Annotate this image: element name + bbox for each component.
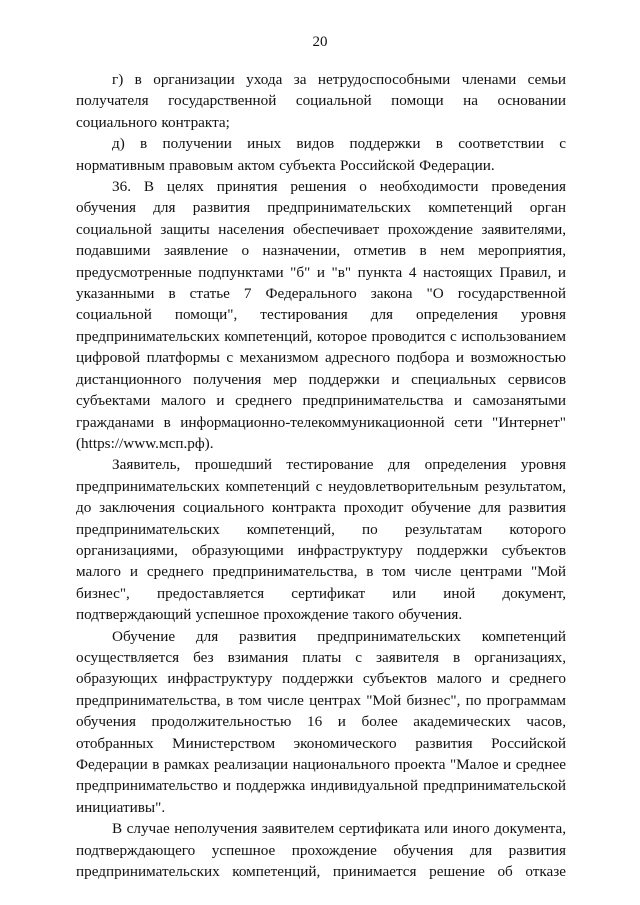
paragraph-training-terms: Обучение для развития предпринимательских компетенций осуществляется без взимания платы с заявителя в организациях, образующих инфраструктуру поддержки субъектов малого и среднего предпринимательства, в том числе центрах "Мой бизнес", по программам обучения продолжительностью 16 и более академических часов, отобранных Министерством экономического развития Российской Федерации в рамках реализации национального проекта "Малое и среднее предпринимательство и поддержка индивидуальной предпринимательской инициативы". (76, 627, 566, 816)
paragraph-testing-result: Заявитель, прошедший тестирование для определения уровня предпринимательских компетенций с неудовлетворительным результатом, до заключения социального контракта проходит обучение для развития предпринимательских компетенций, по результатам которого организациями, образующими инфраструктуру поддержки субъектов малого и среднего предпринимательства, в том числе центрами "Мой бизнес", предоставляется сертификат или иной документ, подтверждающий успешное прохождение такого обучения. (76, 456, 566, 624)
paragraph-subitem-g: г) в организации ухода за нетрудоспособными членами семьи получателя государственной социальной помощи на основании социального контракта; (76, 71, 566, 131)
document-body (76, 69, 566, 882)
paragraph-refusal: В случае неполучения заявителем сертификата или иного документа, подтверждающего успешное прохождение обучения для развития предпринимательских компетенций, принимается решение об отказе (76, 820, 566, 881)
paragraph-clause-36: 36. В целях принятия решения о необходимости проведения обучения для развития предпринимательских компетенций орган социальной защиты населения обеспечивает прохождение заявителями, подавшими заявление о назначении, отметив в нем мероприятия, предусмотренные подпунктами "б" и "в" пункта 4 настоящих Правил, и указанными в статье 7 Федерального закона "О государственной социальной помощи", тестирования для определения уровня предпринимательских компетенций, которое проводится с использованием цифровой платформы с механизмом адресного подбора и возможностью дистанционного получения мер поддержки и специальных сервисов субъектами малого и среднего предпринимательства и самозанятыми гражданами в информационно-телекоммуникационной сети "Интернет" (https://www.мсп.рф). (76, 178, 566, 452)
paragraph-subitem-d: д) в получении иных видов поддержки в соответствии с нормативным правовым актом субъекта Российской Федерации. (76, 135, 566, 174)
page-number: 20 (312, 34, 328, 50)
